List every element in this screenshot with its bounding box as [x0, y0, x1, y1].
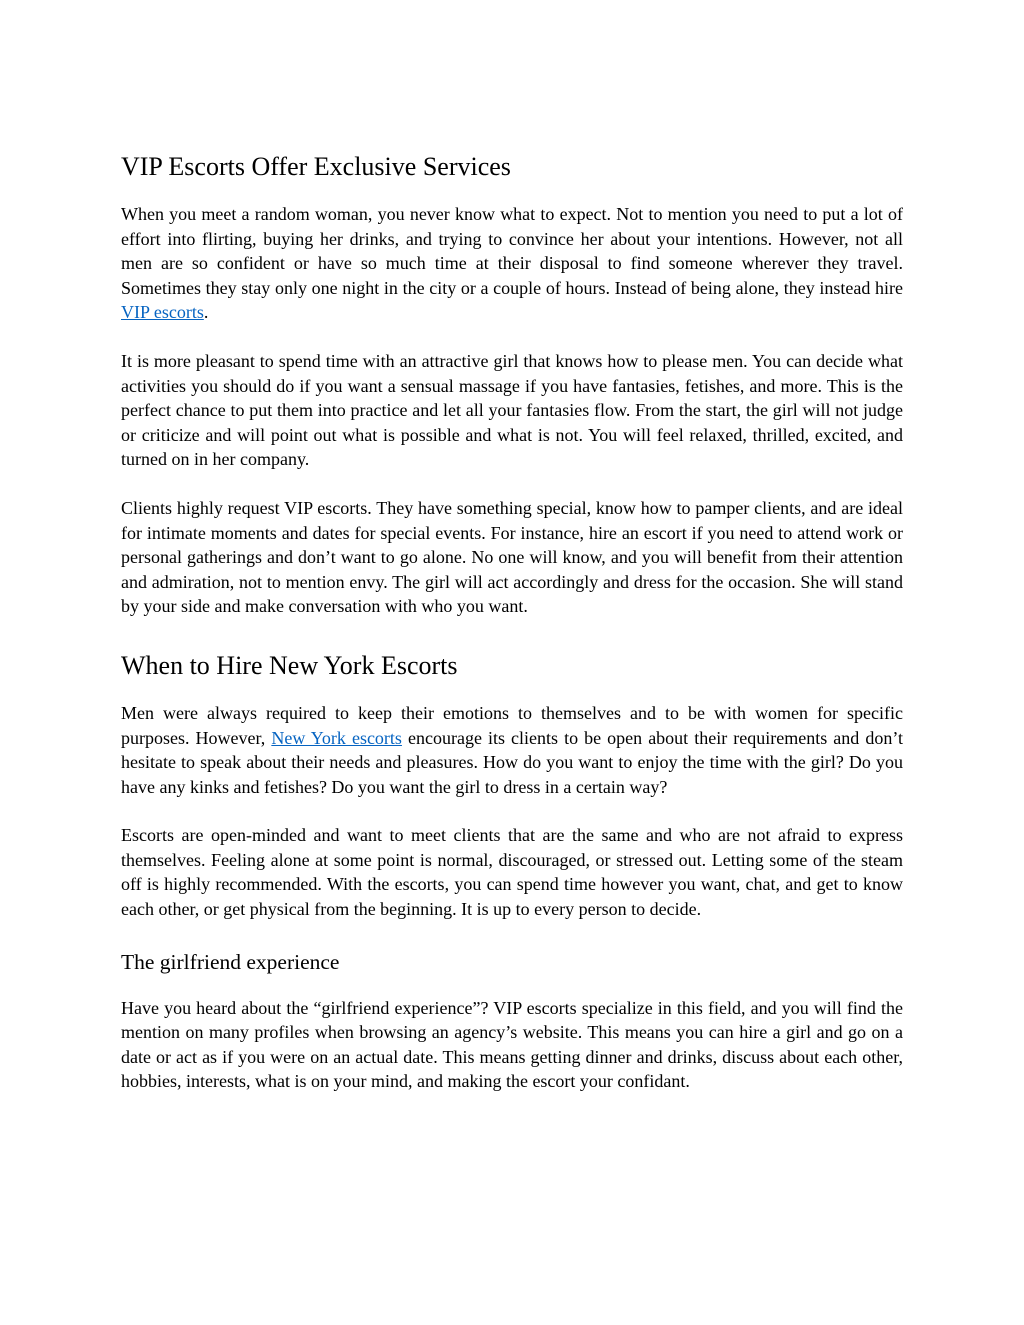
heading-girlfriend-experience: The girlfriend experience	[121, 949, 340, 974]
paragraph-open-minded: Escorts are open-minded and want to meet clients that are the same and who are not afraid to express themselves. Feeling alone at some point is normal, discouraged, or stressed out. Letting some of the steam off is highly recommended. With the escorts, you can spend time however you want, chat, and get to know each other, or get physical from the beginning. It is up to every person to decide.	[121, 825, 903, 920]
heading-vip-escorts-services: VIP Escorts Offer Exclusive Services	[121, 152, 511, 181]
paragraph-pleasant: It is more pleasant to spend time with an attractive girl that knows how to please men. You can decide what activities you should do if you want a sensual massage if you have fantasies, fetishes, and more. This is the perfect chance to put them into practice and let all your fantasies flow. From the start, the girl will not judge or criticize and will point out what is possible and what is not. You will feel relaxed, thrilled, excited, and turned on in her company.	[121, 350, 903, 470]
paragraph-intro-end: .	[203, 302, 209, 323]
paragraph-emotions-end: encourage its clients to be open about their requirements and don’t hesitate to speak about their needs and pleasures. How do you want to enjoy the time with the girl? Do you have any kinks and fetishes? Do you want the girl to dress in a certain way?	[121, 727, 903, 797]
vip-escorts-link[interactable]: VIP escorts	[121, 302, 204, 323]
paragraph-girlfriend: Have you heard about the “girlfriend experience”? VIP escorts specialize in this field, and you will find the mention on many profiles when browsing an agency’s website. This means you can hire a girl and go on a date or act as if you were on an actual date. This means getting dinner and drinks, discuss about each other, hobbies, interests, what is on your mind, and making the escort your confidant.	[121, 997, 903, 1092]
paragraph-intro-text: When you meet a random woman, you never know what to expect. Not to mention you need to put a lot of effort into flirting, buying her drinks, and trying to convince her about your intentions. However, not all men are so confident or have so much time at their disposal to find someone wherever they travel. Sometimes they stay only one night in the city or a couple of hours. Instead of being alone, they instead hire	[121, 204, 903, 298]
paragraph-emotions	[121, 701, 903, 799]
new-york-escorts-link[interactable]: New York escorts	[271, 727, 402, 748]
heading-new-york-escorts: When to Hire New York Escorts	[121, 650, 458, 680]
paragraph-intro	[121, 202, 903, 325]
document-page	[121, 150, 903, 1094]
paragraph-clients: Clients highly request VIP escorts. They have something special, know how to pamper clients, and are ideal for intimate moments and dates for special events. For instance, hire an escort if you need to attend work or personal gatherings and don’t want to go alone. No one will know, and you will benefit from their attention and admiration, not to mention envy. The girl will act accordingly and dress for the occasion. She will stand by your side and make conversation with who you want.	[121, 497, 903, 617]
paragraph-emotions-text: Men were always required to keep their emotions to themselves and to be with women for specific purposes. However,	[121, 702, 903, 748]
